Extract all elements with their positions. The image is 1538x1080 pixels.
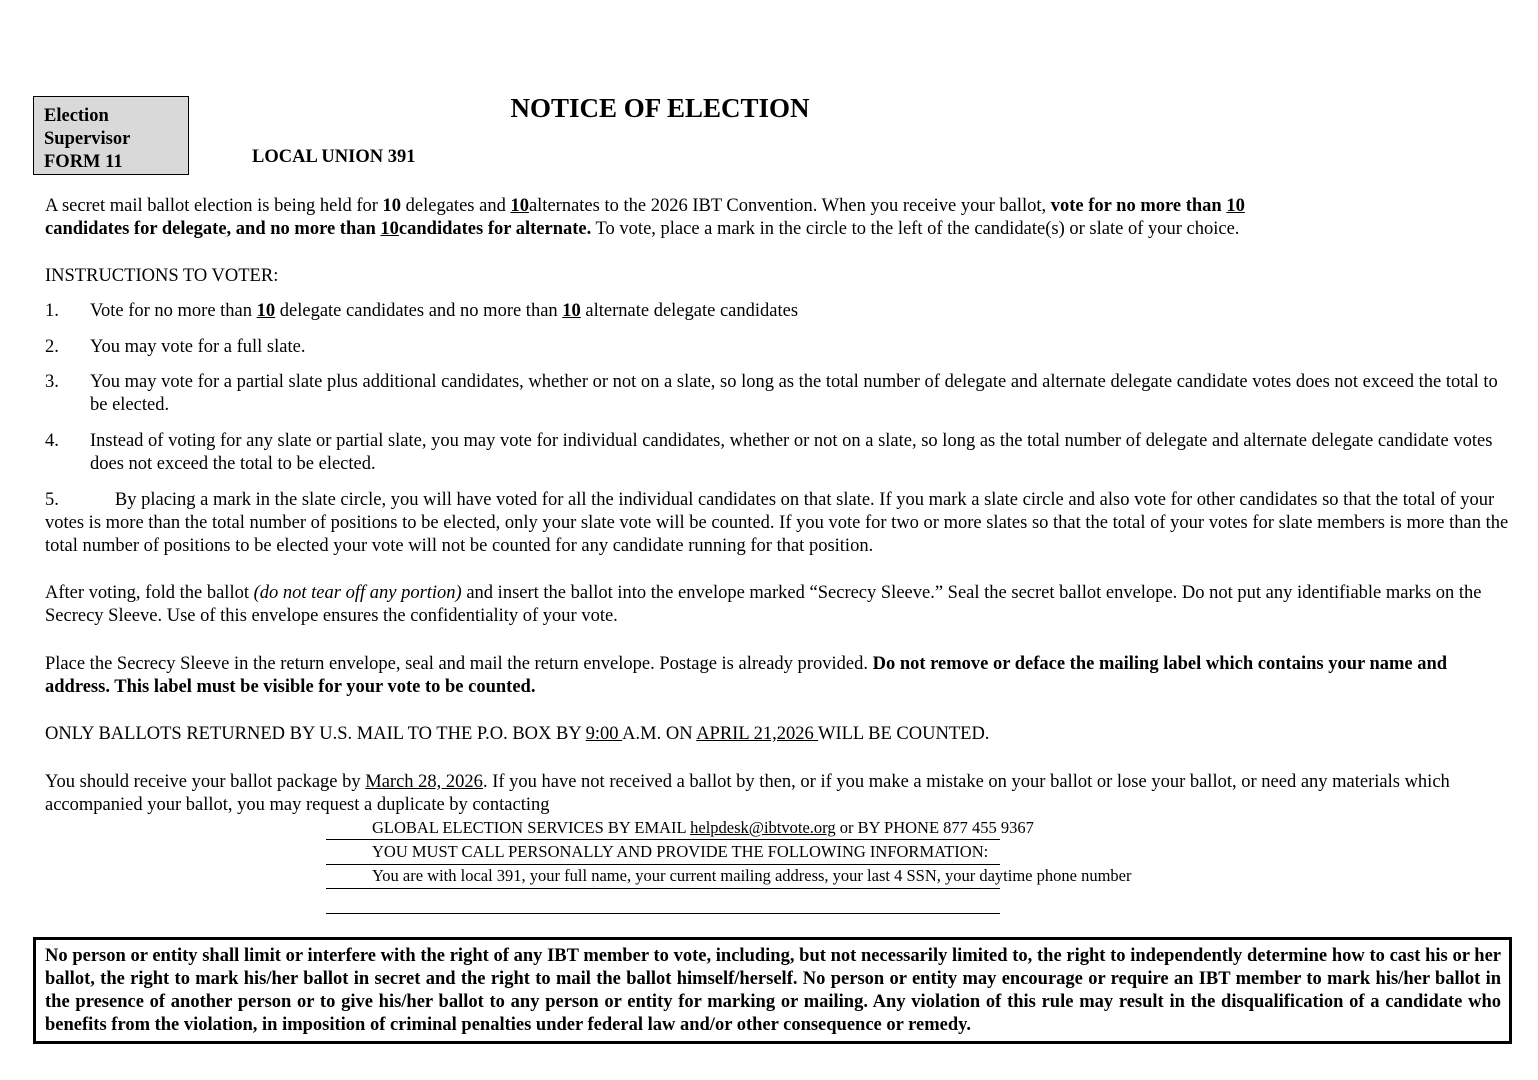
instruction-item: 3. You may vote for a partial slate plus additional candidates, whether or not on a slate, so long as the total number of delegate and alternate delegate candidate votes does not exceed the total to be elected.: [45, 372, 1498, 415]
instruction-item: 2. You may vote for a full slate.: [45, 337, 306, 357]
form-box-line: FORM 11: [44, 152, 123, 172]
instruction-item: 5. By placing a mark in the slate circle, you will have voted for all the individual candidates on that slate. If you mark a slate circle and also vote for other candidates so that the total of your votes is more than the total number of positions to be elected, only your slate vote will be counted. If you vote for two or more slates so that the total of your votes for slate members is more than the total number of positions to be elected your vote will not be counted for any candidate running for that position.: [45, 490, 1509, 556]
email-link[interactable]: helpdesk@ibtvote.org: [690, 818, 836, 837]
contact-line-info: You are with local 391, your full name, your current mailing address, your last 4 SSN, your daytime phone number: [372, 866, 1132, 885]
contact-line-email: GLOBAL ELECTION SERVICES BY EMAIL helpdesk@ibtvote.org or BY PHONE 877 455 9367: [372, 818, 1034, 837]
local-union-label: LOCAL UNION 391: [252, 147, 416, 167]
contact-line-instructions: YOU MUST CALL PERSONALLY AND PROVIDE THE FOLLOWING INFORMATION:: [372, 842, 989, 861]
instruction-item: 1. Vote for no more than 10 delegate candidates and no more than 10 alternate delegate candidates: [45, 301, 799, 321]
divider-line: [326, 913, 1000, 914]
receive-ballot-paragraph: You should receive your ballot package by March 28, 2026. If you have not received a ballot by then, or if you make a mistake on your ballot or lose your ballot, or need any materials which accompanied your ballot, you may request a duplicate by contacting: [45, 772, 1450, 815]
divider-line: [326, 888, 1000, 889]
after-voting-paragraph: After voting, fold the ballot (do not tear off any portion) and insert the ballot into the envelope marked “Secrecy Sleeve.” Seal the secret ballot envelope. Do not put any identifiable marks on the Secrecy Sleeve. Use of this envelope ensures the confidentiality of your vote.: [45, 583, 1482, 626]
page-title: NOTICE OF ELECTION: [510, 93, 810, 123]
instruction-item: 4. Instead of voting for any slate or partial slate, you may vote for individual candidates, whether or not on a slate, so long as the total number of delegate and alternate delegate candidate votes does not exceed the total to be elected.: [45, 431, 1493, 474]
divider-line: [326, 864, 1000, 865]
voter-rights-notice-box: No person or entity shall limit or interfere with the right of any IBT member to vote, including, but not necessarily limited to, the right to independently determine how to cast his or her ballot, the right to mark his/her ballot in secret and the right to mail the ballot himself/herself. No person or entity may encourage or require an IBT member to mark his/her ballot in the presence of another person or to give his/her ballot to any person or entity for marking or mailing. Any violation of this rule may result in the disqualification of a candidate who benefits from the violation, in imposition of criminal penalties under federal law and/or other consequence or remedy.: [33, 937, 1512, 1044]
divider-line: [326, 839, 1000, 840]
form-box-line: Election: [44, 106, 109, 126]
deadline-line: ONLY BALLOTS RETURNED BY U.S. MAIL TO THE P.O. BOX BY 9:00 A.M. ON APRIL 21,2026 WILL BE COUNTED.: [45, 724, 990, 744]
form-box-line: Supervisor: [44, 129, 131, 149]
secrecy-sleeve-paragraph: Place the Secrecy Sleeve in the return envelope, seal and mail the return envelope. Postage is already provided. Do not remove or deface the mailing label which contains your name and address. This label must be visible for your vote to be counted.: [45, 654, 1448, 697]
intro-paragraph: A secret mail ballot election is being held for 10 delegates and 10alternates to the 2026 IBT Convention. When you receive your ballot, vote for no more than 10 candidates for delegate, and no more than 10candidates for alternate. To vote, place a mark in the circle to the left of the candidate(s) or slate of your choice.: [45, 196, 1245, 239]
instructions-heading: INSTRUCTIONS TO VOTER:: [45, 266, 279, 286]
